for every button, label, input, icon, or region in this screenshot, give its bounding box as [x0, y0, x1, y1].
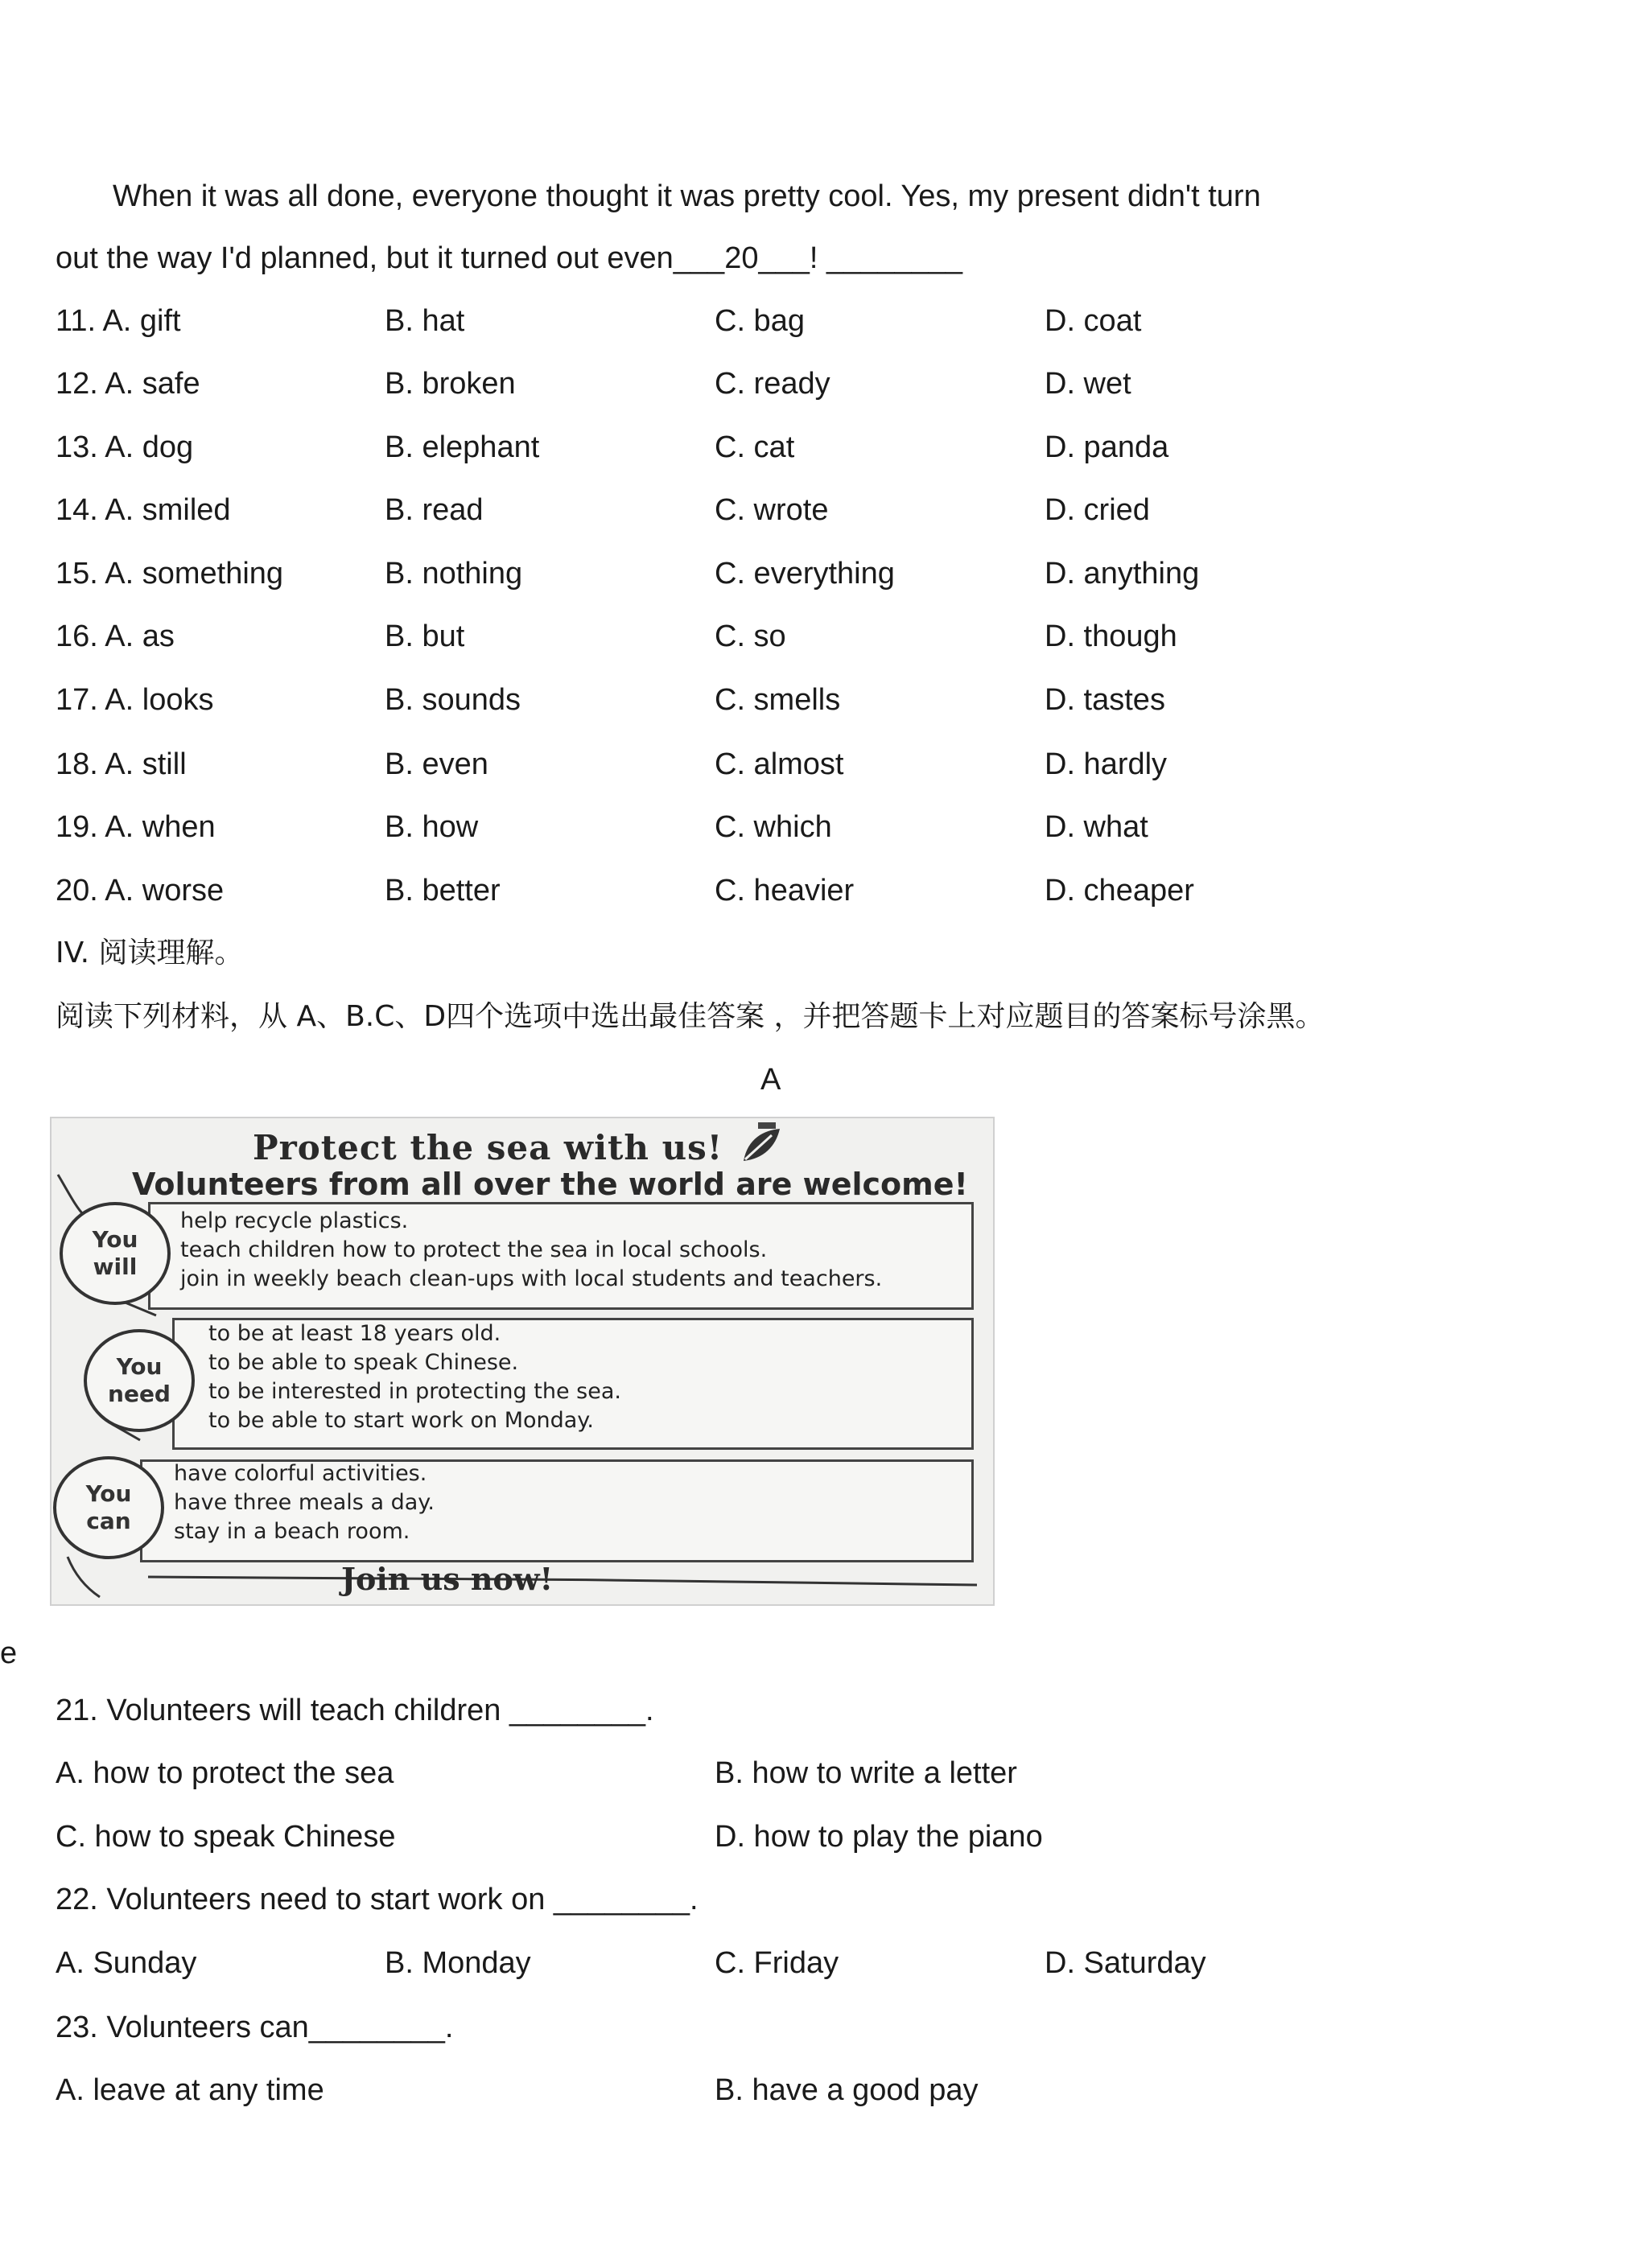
poster-circle-you-can — [53, 1456, 164, 1559]
option-c: C. everything — [715, 557, 895, 591]
option-c: C. almost — [715, 747, 844, 781]
poster-footer: Join us now! — [341, 1561, 554, 1597]
q21-option-b: B. how to write a letter — [715, 1756, 1017, 1790]
q22-option-c: C. Friday — [715, 1946, 839, 1980]
option-b: B. read — [385, 493, 484, 527]
passage-label: A — [760, 1063, 781, 1097]
option-d: D. hardly — [1045, 747, 1168, 781]
circle-label-line-1: You — [116, 1353, 163, 1380]
circle-label-line-1: You — [92, 1226, 138, 1253]
option-d: D. tastes — [1045, 683, 1165, 717]
question-22-stem: 22. Volunteers need to start work on ________. — [56, 1883, 699, 1916]
option-a: 13. A. dog — [56, 430, 194, 464]
option-a: 20. A. worse — [56, 874, 225, 908]
option-b: B. elephant — [385, 430, 540, 464]
poster-item: to be able to start work on Monday. — [208, 1408, 595, 1433]
question-21-stem: 21. Volunteers will teach children ________. — [56, 1694, 654, 1727]
poster-subtitle: Volunteers from all over the world are welcome! — [132, 1167, 968, 1202]
question-23-stem: 23. Volunteers can________. — [56, 2011, 454, 2044]
option-d: D. panda — [1045, 430, 1169, 464]
option-d: D. what — [1045, 810, 1148, 844]
option-b: B. nothing — [385, 557, 523, 591]
q22-option-b: B. Monday — [385, 1946, 531, 1980]
q21-option-a: A. how to protect the sea — [56, 1756, 394, 1790]
option-d: D. wet — [1045, 367, 1131, 401]
option-d: D. cheaper — [1045, 874, 1194, 908]
option-b: B. even — [385, 747, 488, 781]
option-c: C. cat — [715, 430, 795, 464]
option-a: 14. A. smiled — [56, 493, 231, 527]
option-b: B. broken — [385, 367, 516, 401]
q23-option-a: A. leave at any time — [56, 2073, 324, 2107]
option-a: 12. A. safe — [56, 367, 200, 401]
q22-option-a: A. Sunday — [56, 1946, 197, 1980]
option-b: B. but — [385, 619, 465, 653]
option-a: 18. A. still — [56, 747, 187, 781]
q21-option-c: C. how to speak Chinese — [56, 1820, 396, 1854]
option-c: C. bag — [715, 304, 805, 338]
option-c: C. smells — [715, 683, 841, 717]
poster-item: to be interested in protecting the sea. — [208, 1379, 621, 1404]
poster-item: stay in a beach room. — [174, 1519, 410, 1544]
volunteer-poster-image — [50, 1117, 995, 1606]
option-a: 15. A. something — [56, 557, 284, 591]
passage-line-2: out the way I'd planned, but it turned out even___20___! ________ — [56, 241, 963, 275]
passage-line-1: When it was all done, everyone thought it was pretty cool. Yes, my present didn't turn — [113, 179, 1261, 213]
option-d: D. though — [1045, 619, 1177, 653]
poster-item: have colorful activities. — [174, 1461, 427, 1486]
poster-item: help recycle plastics. — [180, 1208, 409, 1233]
option-a: 16. A. as — [56, 619, 175, 653]
q21-option-d: D. how to play the piano — [715, 1820, 1043, 1854]
poster-item: have three meals a day. — [174, 1490, 435, 1515]
q23-option-b: B. have a good pay — [715, 2073, 979, 2107]
poster-circle-you-need — [84, 1329, 195, 1432]
option-c: C. wrote — [715, 493, 829, 527]
option-d: D. anything — [1045, 557, 1200, 591]
circle-label-line-2: will — [93, 1253, 138, 1280]
option-a: 11. A. gift — [56, 304, 181, 338]
poster-item: teach children how to protect the sea in local schools. — [180, 1237, 768, 1262]
poster-title: Protect the sea with us! — [253, 1128, 723, 1167]
poster-circle-you-will — [60, 1202, 171, 1305]
option-c: C. heavier — [715, 874, 855, 908]
poster-item: to be able to speak Chinese. — [208, 1350, 519, 1375]
option-a: 17. A. looks — [56, 683, 214, 717]
circle-label-line-2: need — [108, 1381, 171, 1407]
section-heading: IV. 阅读理解。 — [56, 936, 244, 969]
poster-item: join in weekly beach clean-ups with local students and teachers. — [180, 1266, 883, 1291]
circle-label-line-1: You — [85, 1480, 132, 1507]
stray-character: e — [0, 1636, 18, 1670]
option-a: 19. A. when — [56, 810, 216, 844]
circle-label-line-2: can — [86, 1508, 131, 1534]
q22-option-d: D. Saturday — [1045, 1946, 1206, 1980]
option-b: B. how — [385, 810, 479, 844]
section-instruction: 阅读下列材料，从 A、B.C、D四个选项中选出最佳答案 ，并把答题卡上对应题目的答案标号涂黑。 — [56, 1000, 1325, 1033]
option-d: D. coat — [1045, 304, 1142, 338]
option-c: C. so — [715, 619, 786, 653]
option-c: C. which — [715, 810, 832, 844]
option-c: C. ready — [715, 367, 830, 401]
poster-item: to be at least 18 years old. — [208, 1321, 501, 1346]
option-b: B. sounds — [385, 683, 521, 717]
option-b: B. hat — [385, 304, 465, 338]
option-b: B. better — [385, 874, 501, 908]
option-d: D. cried — [1045, 493, 1150, 527]
